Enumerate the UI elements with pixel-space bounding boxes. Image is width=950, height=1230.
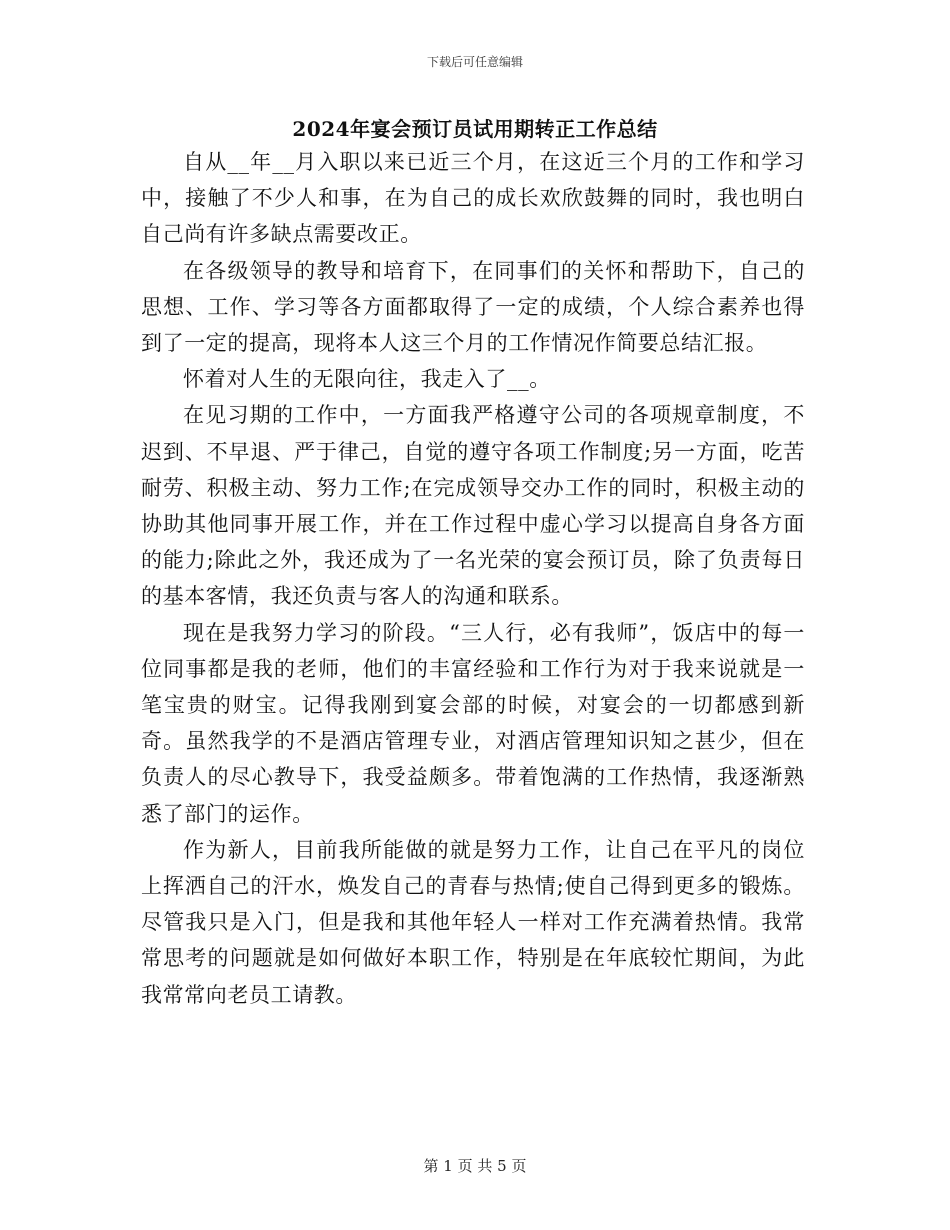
paragraph-5: 现在是我努力学习的阶段。“三人行，必有我师”，饭店中的每一位同事都是我的老师，他们的丰富经验和工作行为对于我来说就是一笔宝贵的财宝。记得我刚到宴会部的时候，对宴会的一切都感到新奇。虽然我学的不是酒店管理专业，对酒店管理知识知之甚少，但在负责人的尽心教导下，我受益颇多。带着饱满的工作热情，我逐渐熟悉了部门的运作。: [141, 620, 805, 826]
paragraph-4: 在见习期的工作中，一方面我严格遵守公司的各项规章制度，不迟到、不早退、严于律己，自觉的遵守各项工作制度;另一方面，吃苦耐劳、积极主动、努力工作;在完成领导交办工作的同时，积极主动的协助其他同事开展工作，并在工作过程中虚心学习以提高自身各方面的能力;除此之外，我还成为了一名光荣的宴会预订员，除了负责每日的基本客情，我还负责与客人的沟通和联系。: [141, 403, 805, 609]
page-number-footer: 第 1 页 共 5 页: [423, 1157, 527, 1175]
paragraph-6: 作为新人，目前我所能做的就是努力工作，让自己在平凡的岗位上挥洒自己的汗水，焕发自己的青春与热情;使自己得到更多的锻炼。尽管我只是入门，但是我和其他年轻人一样对工作充满着热情。我常常思考的问题就是如何做好本职工作，特别是在年底较忙期间，为此我常常向老员工请教。: [141, 837, 805, 1007]
document-title: 2024年宴会预订员试用期转正工作总结: [292, 117, 658, 141]
paragraph-1: 自从__年__月入职以来已近三个月，在这近三个月的工作和学习中，接触了不少人和事，在为自己的成长欢欣鼓舞的同时，我也明白自己尚有许多缺点需要改正。: [141, 150, 805, 247]
paragraph-2: 在各级领导的教导和培育下，在同事们的关怀和帮助下，自己的思想、工作、学习等各方面都取得了一定的成绩，个人综合素养也得到了一定的提高，现将本人这三个月的工作情况作简要总结汇报。: [141, 258, 805, 356]
document-body: [141, 144, 805, 1013]
paragraph-3: 怀着对人生的无限向往，我走入了__。: [183, 367, 551, 392]
header-note: 下载后可任意编辑: [426, 55, 523, 69]
